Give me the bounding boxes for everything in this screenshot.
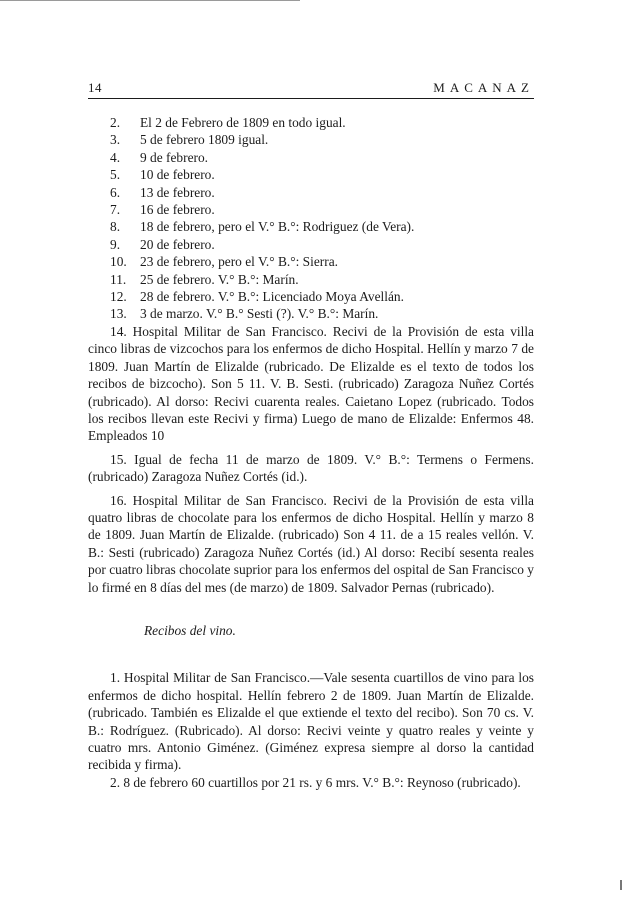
- item-number: 8.: [110, 219, 121, 235]
- receipt-paragraph-14: 14. Hospital Militar de San Francisco. Recivi de la Provisión de esta villa cinco libras de vizcochos para los enfermos de dicho Hospital. Hellín y marzo 7 de 1809. Juan Martín de Elizalde (rubricado. De Elizalde es el texto de todos los recibos de bizcocho). Son 5 11. V. B. Sesti. (rubricado) Zaragoza Nuñez Cortés (rubricado). Al dorso: Recivi cuarenta reales. Caietano Lopez (rubricado. Todos los recibos llevan este Recivi y firma) Luego de mano de Elizalde: Enfermos 48. Empleados 10: [88, 323, 534, 444]
- item-text: 16 de febrero.: [140, 202, 215, 218]
- item-text: 9 de febrero.: [140, 149, 209, 165]
- list-item: [88, 218, 534, 235]
- list-item: [88, 236, 534, 253]
- item-number: 2.: [110, 115, 121, 130]
- item-text: 28 de febrero. V.° B.°: Licenciado Moya Avellán.: [140, 289, 404, 305]
- item-number: 12.: [110, 289, 127, 305]
- page-number: 14: [88, 80, 102, 95]
- list-item: [88, 271, 534, 288]
- list-item: [88, 305, 534, 322]
- section-subheading: Recibos del vino.: [144, 622, 236, 638]
- list-item: [88, 201, 534, 218]
- item-number: 7.: [110, 202, 121, 218]
- item-text: 20 de febrero.: [140, 236, 215, 252]
- item-text: 10 de febrero.: [140, 167, 215, 183]
- wine-receipt-1: 1. Hospital Militar de San Francisco.—Vale sesenta cuartillos de vino para los enfermos de dicho hospital. Hellín febrero 2 de 1809. Juan Martín de Elizalde. (rubricado. También es Elizalde el que extiende el texto del recibo). Son 70 cs. V. B.: Rodríguez. (Rubricado). Al dorso: Recivi veinte y quatro reales y veinte y cuatro mrs. Antonio Giménez. (Giménez expresa siempre al dorso la cantidad recibida y firma).: [88, 670, 534, 773]
- item-text: El 2 de Febrero de 1809 en todo igual.: [140, 115, 346, 130]
- running-head: MACANAZ: [433, 80, 534, 95]
- page-top-rule: [0, 0, 300, 1]
- list-item: [88, 149, 534, 166]
- item-number: 13.: [110, 306, 127, 322]
- item-number: 9.: [110, 236, 121, 252]
- list-item: [88, 288, 534, 305]
- page-content: [88, 114, 534, 791]
- list-item: [88, 131, 534, 148]
- receipt-paragraph-15: 15. Igual de fecha 11 de marzo de 1809. V.° B.°: Termens o Fermens. (rubricado) Zaragoza Nuñez Cortés (id.).: [88, 451, 534, 485]
- list-item: [88, 114, 534, 131]
- item-number: 3.: [110, 132, 121, 148]
- item-text: 23 de febrero, pero el V.° B.°: Sierra.: [140, 254, 339, 270]
- list-item: [88, 253, 534, 270]
- item-text: 25 de febrero. V.° B.°: Marín.: [140, 271, 299, 287]
- item-number: 5.: [110, 167, 121, 183]
- list-item: [88, 184, 534, 201]
- item-number: 11.: [110, 271, 127, 287]
- item-text: 13 de febrero.: [140, 184, 215, 200]
- item-text: 3 de marzo. V.° B.° Sesti (?). V.° B.°: Marín.: [140, 306, 379, 322]
- page-header: [88, 80, 534, 100]
- item-text: 5 de febrero 1809 igual.: [140, 132, 269, 148]
- item-number: 6.: [110, 184, 121, 200]
- item-text: 18 de febrero, pero el V.° B.°: Rodriguez (de Vera).: [140, 219, 415, 235]
- item-number: 10.: [110, 254, 127, 270]
- margin-mark: [620, 880, 622, 890]
- receipt-paragraph-16: 16. Hospital Militar de San Francisco. Recivi de la Provisión de esta villa quatro libras de chocolate para los enfermos de dicho Hospital. Hellín y marzo 8 de 1809. Juan Martín de Elizalde. (rubricado) Son 4 11. de a 15 reales vellón. V. B.: Sesti (rubricado) Zaragoza Nuñez Cortés (id.) Al dorso: Recibí sesenta reales por cuatro libras chocolate suprior para los enfermos del ospital de San Francisco y lo firmé en 8 días del mes (de marzo) de 1809. Salvador Pernas (rubricado).: [88, 492, 534, 595]
- header-rule: [88, 98, 534, 99]
- item-number: 4.: [110, 149, 121, 165]
- wine-receipt-2: 2. 8 de febrero 60 cuartillos por 21 rs. y 6 mrs. V.° B.°: Reynoso (rubricado).: [110, 774, 521, 790]
- list-item: [88, 166, 534, 183]
